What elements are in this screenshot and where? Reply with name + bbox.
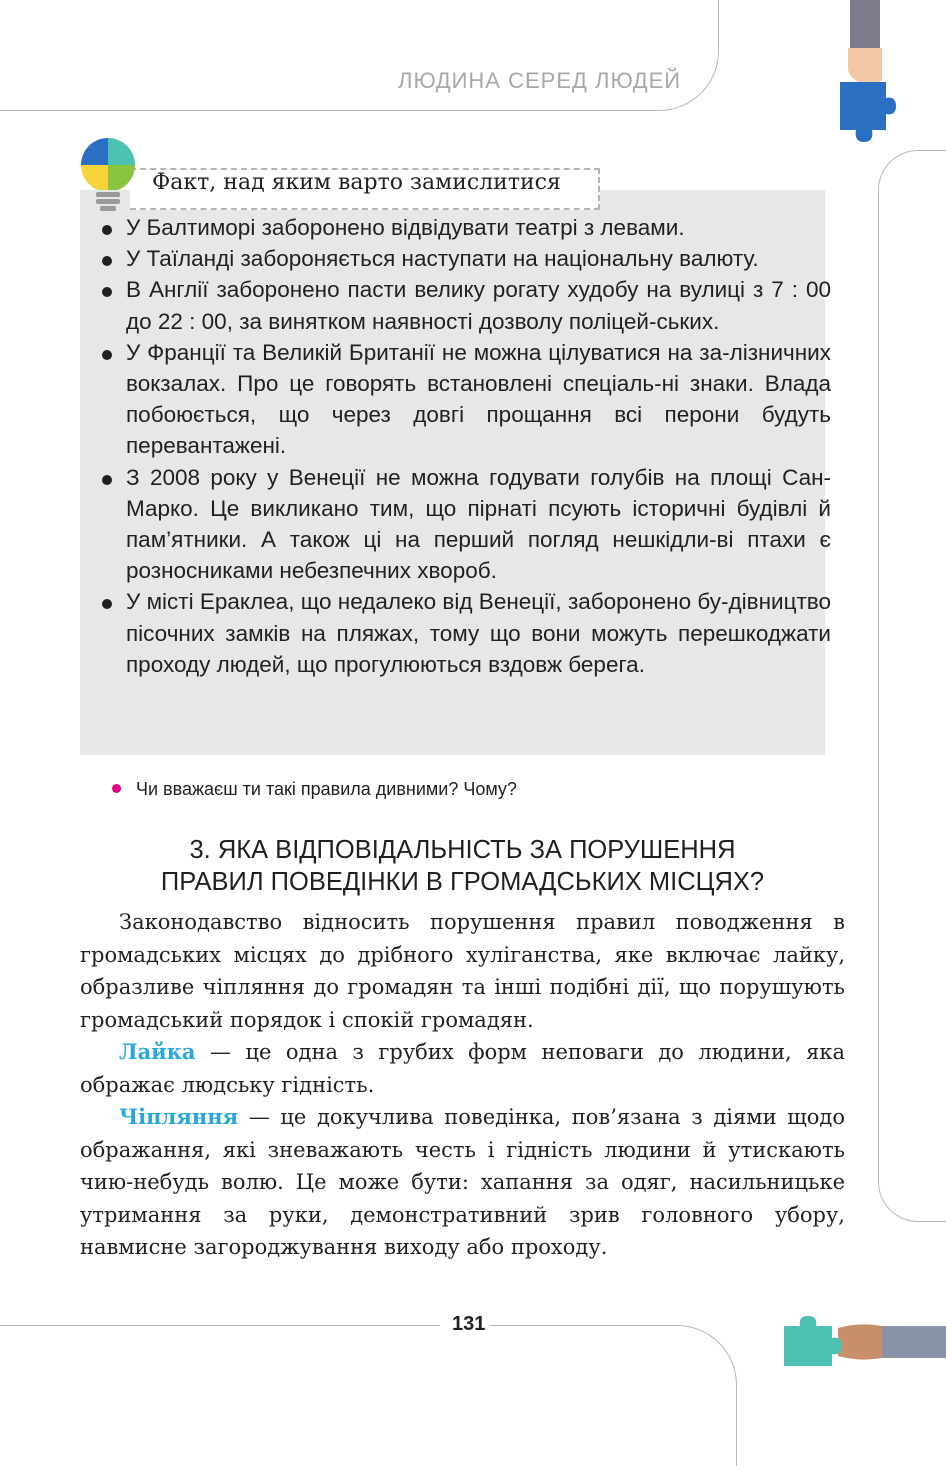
fact-list (99, 212, 831, 680)
question-text: Чи вважаєш ти такі правила дивними? Чому? (136, 779, 517, 799)
paragraph-1: Законодавство відносить порушення правил поводження в громадських місцях до дрібного хуліганства, яке включає лайку, образливе чіпляння до громадян та інші подібні дії, що порушують громадський порядок і спокій громадян. (80, 910, 845, 1032)
hand-puzzle-teal-icon (780, 1312, 946, 1372)
fact-box-title: Факт, над яким варто замислитися (152, 170, 561, 195)
question-bullet-icon (112, 784, 121, 793)
lightbulb-puzzle-icon (78, 136, 138, 216)
list-item: З 2008 року у Венеції не можна годувати голубів на площі Сан-Марко. Це викликано тим, що пірнаті псують історичні будівлі й пам’ятники. А також ці на перший погляд нешкідли-ві птахи є розносниками небезпечних хвороб. (99, 462, 831, 587)
page-frame-top (0, 0, 719, 111)
list-item: У Балтиморі заборонено відвідувати театрі з левами. (99, 212, 831, 243)
list-item: У місті Ераклеа, що недалеко від Венеції, заборонено бу-дівництво пісочних замків на пляжах, тому що вони можуть перешкоджати проходу людей, що прогулюються вздовж берега. (99, 586, 831, 680)
term-chiplyannya: Чіпляння (119, 1104, 239, 1129)
list-item: У Таїланді забороняється наступати на національну валюту. (99, 243, 831, 274)
list-item: В Англії заборонено пасти велику рогату худобу на вулиці з 7 : 00 до 22 : 00, за винятком наявності дозволу поліцей-ських. (99, 274, 831, 336)
section-heading-line1: 3. ЯКА ВІДПОВІДАЛЬНІСТЬ ЗА ПОРУШЕННЯ (189, 836, 736, 864)
list-item: У Франції та Великій Британії не можна цілуватися на за-лізничних вокзалах. Про це говорять встановлені спеціаль-ні знаки. Влада побоюється, що через довгі прощання всі перони будуть перевантажені. (99, 337, 831, 462)
page-frame-bottom (490, 1325, 737, 1466)
definition-chiplyannya: — це докучлива поведінка, пов’язана з діями щодо ображання, які зневажають честь і гідність людини й утискають чию-небудь волю. Це може бути: хапання за одяг, насильницьке утримання за руки, демонстративний зрив головного убору, навмисне загороджування виходу або проходу. (80, 1105, 845, 1259)
page-frame-right (878, 150, 946, 1222)
section-heading-line2: ПРАВИЛ ПОВЕДІНКИ В ГРОМАДСЬКИХ МІСЦЯХ? (160, 868, 765, 896)
term-lajka: Лайка (119, 1039, 196, 1064)
chapter-title: ЛЮДИНА СЕРЕД ЛЮДЕЙ (398, 68, 682, 93)
paragraph-3 (80, 1101, 845, 1264)
paragraph-2 (80, 1036, 845, 1101)
hand-puzzle-blue-icon (830, 0, 900, 148)
page-number: 131 (452, 1313, 486, 1335)
definition-lajka: — це одна з грубих форм неповаги до людини, яка ображає людську гідність. (80, 1040, 845, 1097)
section-heading (80, 834, 845, 898)
page-frame-bottom-left (0, 1325, 440, 1326)
